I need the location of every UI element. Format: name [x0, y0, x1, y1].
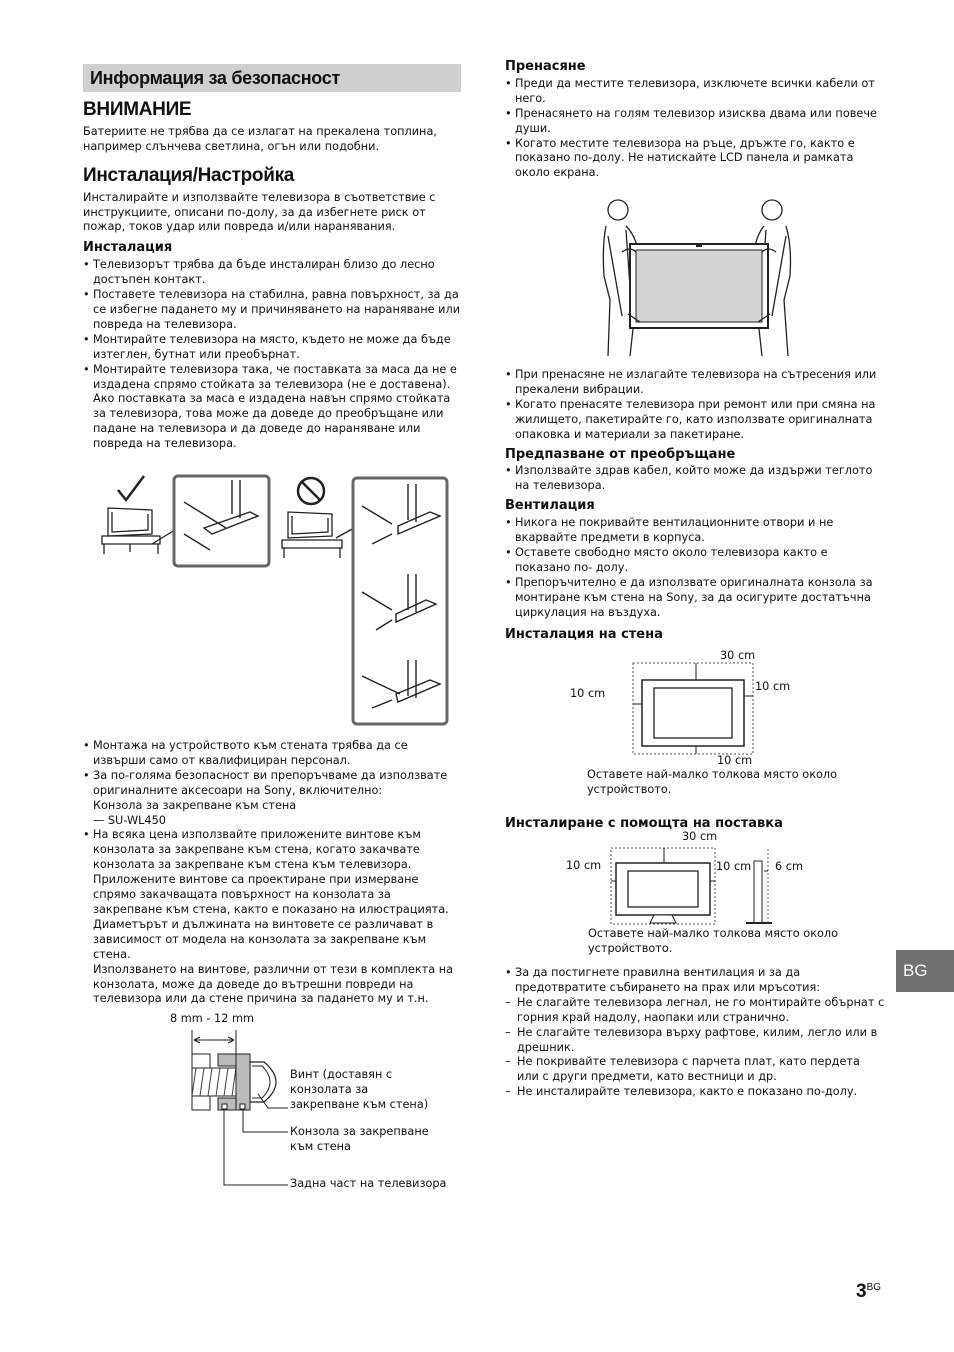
stand-subheading: Инсталиране с помощта на поставка — [505, 816, 783, 831]
list-item-text: На всяка цена използвайте приложените винтове към конзолата за закрепване към стена, когато закачвате конзолата за закрепване към стена към телевизора. Приложените винтове са проектиране при измерване спрямо закачващата повърхност на конзолата за закрепване към стена, както е показано на илюстрацията. Диаметърът и дължината на винтовете се различават в зависимост от модела на конзолата за закрепване към стена. — [93, 828, 449, 961]
wall-right-clearance: 10 cm — [755, 680, 791, 693]
screw-label: Винт (доставян с конзолата за закрепване към стена) — [290, 1068, 429, 1111]
list-item: • Когато пренасяте телевизора при ремонт или при смяна на жилището, пакетирайте го, като използвате оригиналната опаковка и материали за пакетиране. — [505, 398, 885, 443]
bracket-label: Конзола за закрепване към стена — [290, 1125, 429, 1153]
list-item: • Монтирайте телевизора така, че поставката за маса да не е издадена спрямо стойката за телевизора (не е доставена). Ако поставката за маса е издадена навън спрямо стойката за телевизора, това може да доведе до преобръщане или падане на телевизора и да доведе до нараняване или повреда на телевизора. — [83, 363, 461, 452]
stand-illustration — [100, 472, 452, 728]
stand-top-clearance: 30 cm — [682, 830, 718, 843]
bracket-model: — SU-WL450 — [93, 813, 166, 827]
right-section-2 — [505, 368, 885, 644]
carry-illustration — [596, 196, 802, 358]
stand-clearance-diagram — [608, 845, 788, 927]
list-item: • При пренасяне не излагайте телевизора на сътресения или прекалени вибрации. — [505, 368, 885, 398]
list-item: • Поставете телевизора на стабилна, равна повърхност, за да се избегне падането му и причиняването на нараняване или повреда на телевизора. — [83, 288, 461, 333]
list-item: • Използвайте здрав кабел, който може да издържи теглото на телевизора. — [505, 464, 885, 494]
list-item: • Телевизорът трябва да бъде инсталиран близо до лесно достъпен контакт. — [83, 258, 461, 288]
wall-install-subheading: Инсталация на стена — [505, 626, 663, 642]
installation-subheading: Инсталация — [83, 240, 173, 256]
stand-right-clearance: 10 cm — [716, 860, 752, 873]
stand-note: Оставете най-малко толкова място около устройството. — [588, 927, 839, 955]
installation-list — [83, 258, 461, 452]
list-item: – Не инсталирайте телевизора, както е показано по-долу. — [505, 1085, 885, 1100]
list-item-text: За по-голяма безопасност ви препоръчваме да използвате оригиналните аксесоари на Sony, включително: — [93, 768, 448, 797]
list-item — [83, 828, 461, 1007]
wall-mount-section — [83, 739, 461, 1007]
wall-bottom-clearance: 10 cm — [717, 754, 753, 767]
check-icon — [118, 476, 144, 500]
stand-side-clearance: 6 cm — [775, 860, 803, 873]
list-item: – Не слагайте телевизора върху рафтове, килим, легло или в дрешник. — [505, 1026, 885, 1056]
list-item: • Монтажа на устройството към стената трябва да се извърши само от квалифициран персонал. — [83, 739, 461, 769]
final-section — [505, 966, 885, 1100]
warning-text: Батериите не трябва да се излагат на прекалена топлина, например слънчева светлина, огън или подобни. — [83, 124, 437, 153]
vent-subheading: Вентилация — [505, 498, 595, 514]
carry-subheading: Пренасяне — [505, 59, 586, 74]
install-text: Инсталирайте и използвайте телевизора в съответствие с инструкциите, описани по-долу, за да избегнете риск от пожар, токов удар или повреда и/или наранявания. — [83, 190, 436, 234]
list-item: • Никога не покривайте вентилационните отвори и не вкарвайте предмети в корпуса. — [505, 516, 885, 546]
bracket-name: Конзола за закрепване към стена — [93, 798, 297, 812]
list-item: • Монтирайте телевизора на място, където не може да бъде изтеглен, бутнат или преобърнат. — [83, 333, 461, 363]
install-title: Инсталация/Настройка — [83, 164, 295, 186]
section-title: Информация за безопасност — [83, 64, 461, 92]
list-item — [83, 769, 461, 829]
left-column — [83, 64, 461, 452]
wall-left-clearance: 10 cm — [570, 687, 606, 700]
list-item: • Преди да местите телевизора, изключете всички кабели от него. — [505, 77, 885, 107]
screw-size-label: 8 mm - 12 mm — [170, 1012, 255, 1025]
list-item: • Препоръчително е да използвате оригиналната конзола за монтиране към стена на Sony, за да осигурите достатъчна циркулация на въздуха. — [505, 576, 885, 621]
tip-subheading: Предпазване от преобръщане — [505, 446, 736, 462]
language-tab: BG — [896, 950, 954, 992]
wall-note: Оставете най-малко толкова място около устройството. — [587, 768, 838, 796]
list-item-text: Използването на винтове, различни от тези в комплекта на конзолата, може да доведе до вътрешни повреди на телевизора или да стене причина за падането му и т.н. — [93, 962, 454, 1006]
list-item: – Не слагайте телевизора легнал, не го монтирайте обърнат с горния край надолу, наопаки или странично. — [505, 996, 885, 1026]
wall-clearance-diagram — [630, 660, 756, 760]
list-item: – Не покривайте телевизора с парчета плат, като пердета или с други предмети, като вестници и др. — [505, 1055, 885, 1085]
tv-back-label: Задна част на телевизора — [290, 1177, 447, 1190]
list-item: • За да постигнете правилна вентилация и за да предотвратите събирането на прах или мръсотия: — [505, 966, 885, 996]
page-number-value: 3 — [856, 1281, 867, 1302]
list-item: • Когато местите телевизора на ръце, дръжте го, както е показано по-долу. Не натискайте LCD панела и рамката около екрана. — [505, 137, 885, 182]
stand-left-clearance: 10 cm — [566, 859, 602, 872]
warning-title: ВНИМАНИЕ — [83, 99, 192, 120]
wall-top-clearance: 30 cm — [720, 649, 756, 662]
page-number — [856, 1281, 881, 1303]
right-column — [505, 60, 885, 181]
prohibited-icon — [298, 478, 324, 504]
list-item: • Оставете свободно място около телевизора както е показано по- долу. — [505, 546, 885, 576]
list-item: • Пренасянето на голям телевизор изисква двама или повече души. — [505, 107, 885, 137]
page-number-suffix: BG — [866, 1282, 882, 1293]
